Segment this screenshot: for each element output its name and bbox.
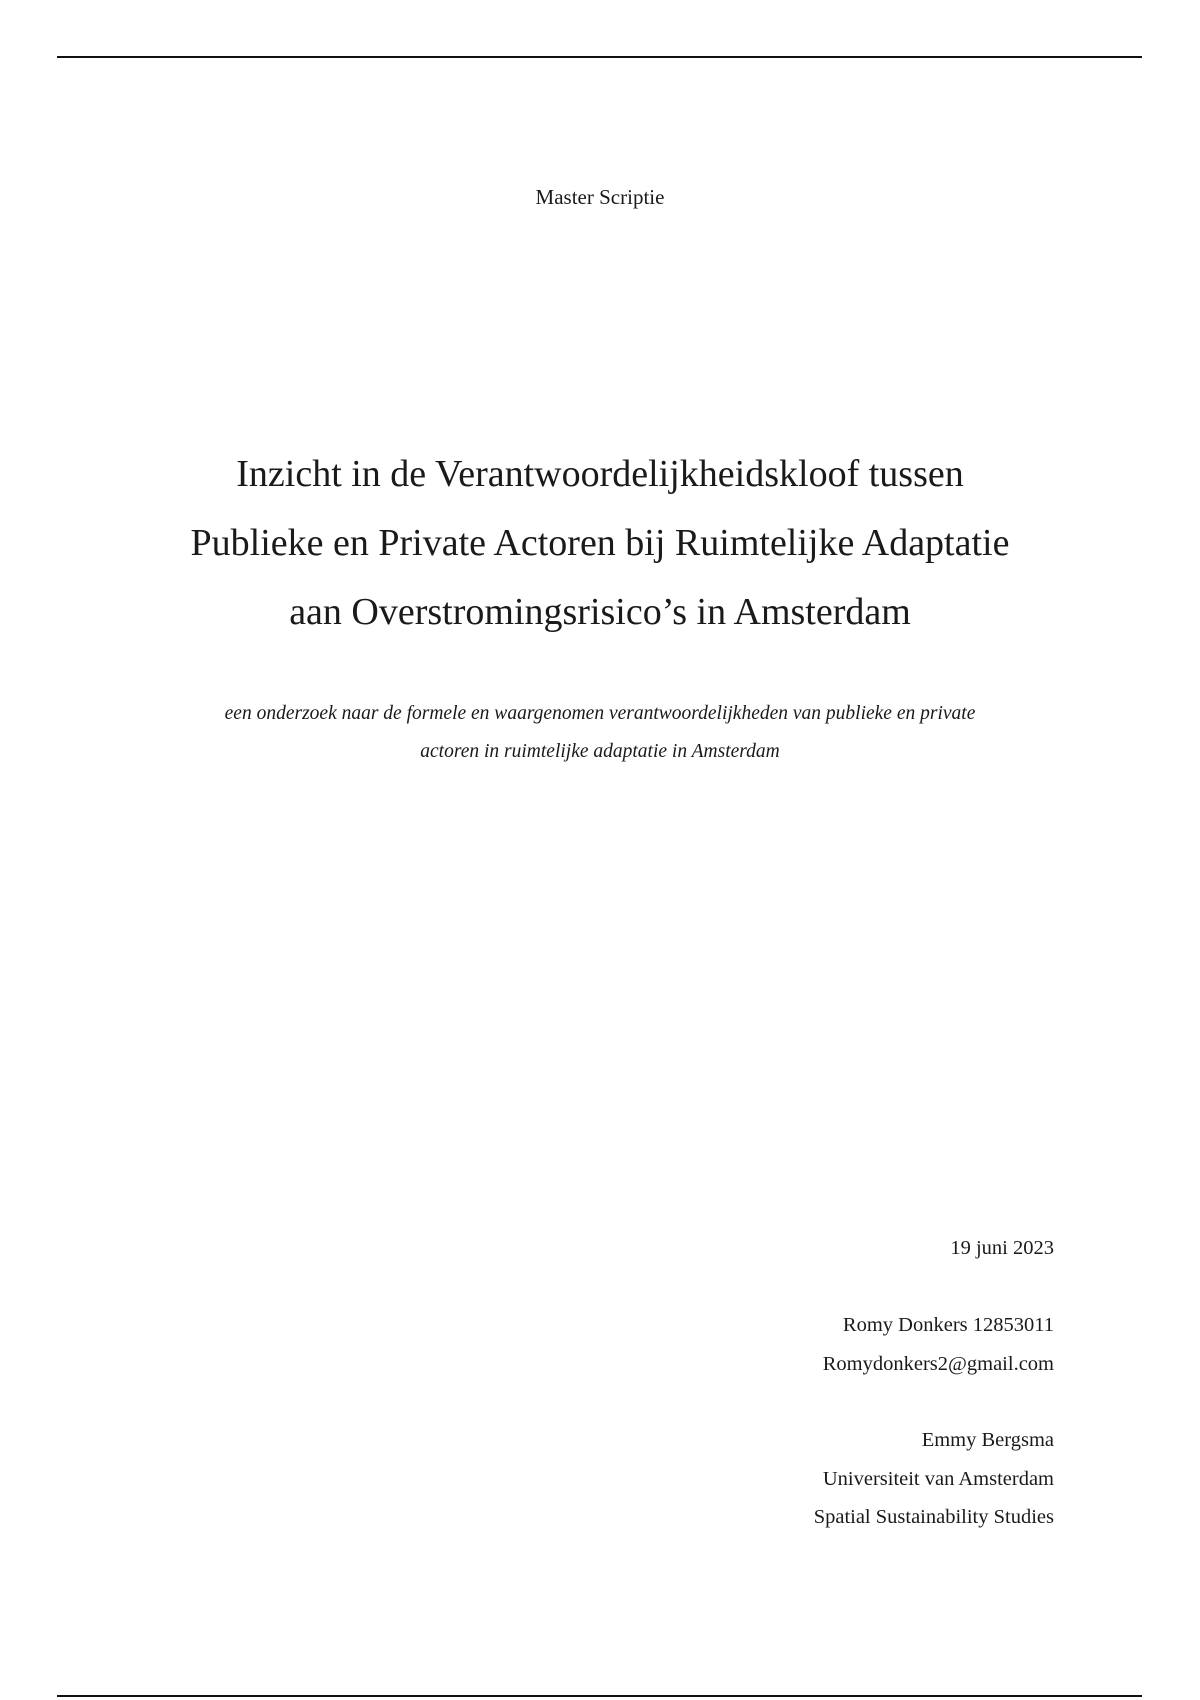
bottom-rule [57, 1695, 1142, 1697]
author-name-id: Romy Donkers 12853011 [842, 1314, 1054, 1336]
university-name: Universiteit van Amsterdam [822, 1467, 1054, 1490]
author-block [823, 1306, 1054, 1383]
top-rule [57, 56, 1142, 58]
document-kicker: Master Scriptie [535, 185, 665, 209]
supervisor-block [814, 1421, 1054, 1537]
date-block [950, 1229, 1054, 1268]
subtitle-line: een onderzoek naar de formele en waargenomen verantwoordelijkheden van publieke en private [224, 703, 976, 724]
title-line: Publieke en Private Actoren bij Ruimtelijke Adaptatie [190, 522, 1010, 564]
document-subtitle [100, 695, 1100, 771]
document-title [100, 440, 1100, 647]
document-date: 19 juni 2023 [950, 1237, 1054, 1259]
subtitle-line: actoren in ruimtelijke adaptatie in Amsterdam [420, 741, 780, 762]
author-email: Romydonkers2@gmail.com [822, 1352, 1054, 1375]
title-line: Inzicht in de Verantwoordelijkheidskloof tussen [236, 453, 964, 495]
supervisor-name: Emmy Bergsma [921, 1429, 1054, 1451]
title-line: aan Overstromingsrisico’s in Amsterdam [289, 591, 911, 633]
program-name: Spatial Sustainability Studies [813, 1506, 1054, 1528]
